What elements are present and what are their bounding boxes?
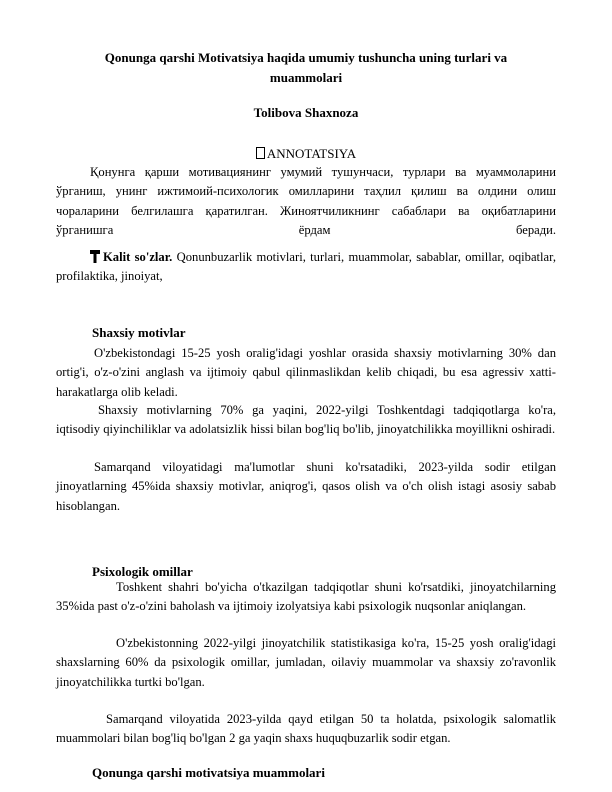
- annotation-text: Қонунга қарши мотивациянинг умумий тушунчаси, турлари ва муаммоларини ўрганиш, унинг ижтимоий-психологик омилларини таҳлил қилиш ва олдини олиш чораларини белгилашга қаратилган. Жиноятчиликнинг сабаблари ва оқибатларини ўрганишга ёрдам беради.: [56, 165, 556, 237]
- pushpin-icon: [90, 250, 100, 263]
- keywords-label: Kalit so'zlar.: [103, 250, 173, 264]
- missing-glyph-icon: [256, 147, 265, 159]
- section-paragraph: Samarqand viloyatidagi ma'lumotlar shuni ko'rsatadiki, 2023-yilda sodir etilgan jinoyatlarning 45%ida shaxsiy motivlar, aniqrog'i, qasos olish va o'ch olish istagi asosiy sabab hisoblangan.: [56, 460, 556, 513]
- section-paragraph: O'zbekistonning 2022-yilgi jinoyatchilik statistikasiga ko'ra, 15-25 yosh oralig'idagi shaxslarning 60% da psixologik omillar, jumladan, oilaviy muammolar va shaxsiy zo'ravonlik jinoyatchilikka turtki bo'lgan.: [56, 636, 556, 689]
- annotation-heading-row: [0, 146, 612, 162]
- section-paragraph: Samarqand viloyatida 2023-yilda qayd etilgan 50 ta holatda, psixologik salomatlik muammolari bilan bog'liq bo'lgan 2 ga yaqin shaxs huquqbuzarlik sodir etgan.: [56, 712, 556, 746]
- keywords-text: Qonunbuzarlik motivlari, turlari, muammolar, sabablar, omillar, oqibatlar, profilaktika, jinoiyat,: [56, 250, 556, 284]
- section-heading: Psixologik omillar: [92, 564, 193, 579]
- keywords-paragraph: [56, 248, 556, 287]
- section-heading: Shaxsiy motivlar: [92, 325, 186, 340]
- section-heading: Qonunga qarshi motivatsiya muammolari: [92, 765, 325, 780]
- paper-title: Qonunga qarshi Motivatsiya haqida umumiy tushuncha uning turlari va muammolari: [104, 50, 508, 85]
- section-paragraph: O'zbekistondagi 15-25 yosh oralig'idagi yoshlar orasida shaxsiy motivlarning 30% dan ortig'i, o'z-o'zini anglash va ijtimoiy qabul qilinmaslikdan kelib chiqadi, bu esa agressiv xatti-harakatlarga olib keladi.: [56, 346, 556, 399]
- annotation-heading: ANNOTATSIYA: [266, 146, 357, 161]
- section-paragraph: Toshkent shahri bo'yicha o'tkazilgan tadqiqotlar shuni ko'rsatdiki, jinoyatchilarning 35%ida past o'z-o'zini baholash va ijtimoiy izolyatsiya kabi psixologik nuqsonlar aniqlangan.: [56, 580, 556, 614]
- section-paragraph: Shaxsiy motivlarning 70% ga yaqini, 2022-yilgi Toshkentdagi tadqiqotlarga ko'ra, iqtisodiy qiyinchiliklar va adolatsizlik hissi bilan bog'liq bo'lib, jinoyatchilikka moyillikni oshiradi.: [56, 403, 556, 437]
- author-name: Tolibova Shaxnoza: [253, 105, 359, 120]
